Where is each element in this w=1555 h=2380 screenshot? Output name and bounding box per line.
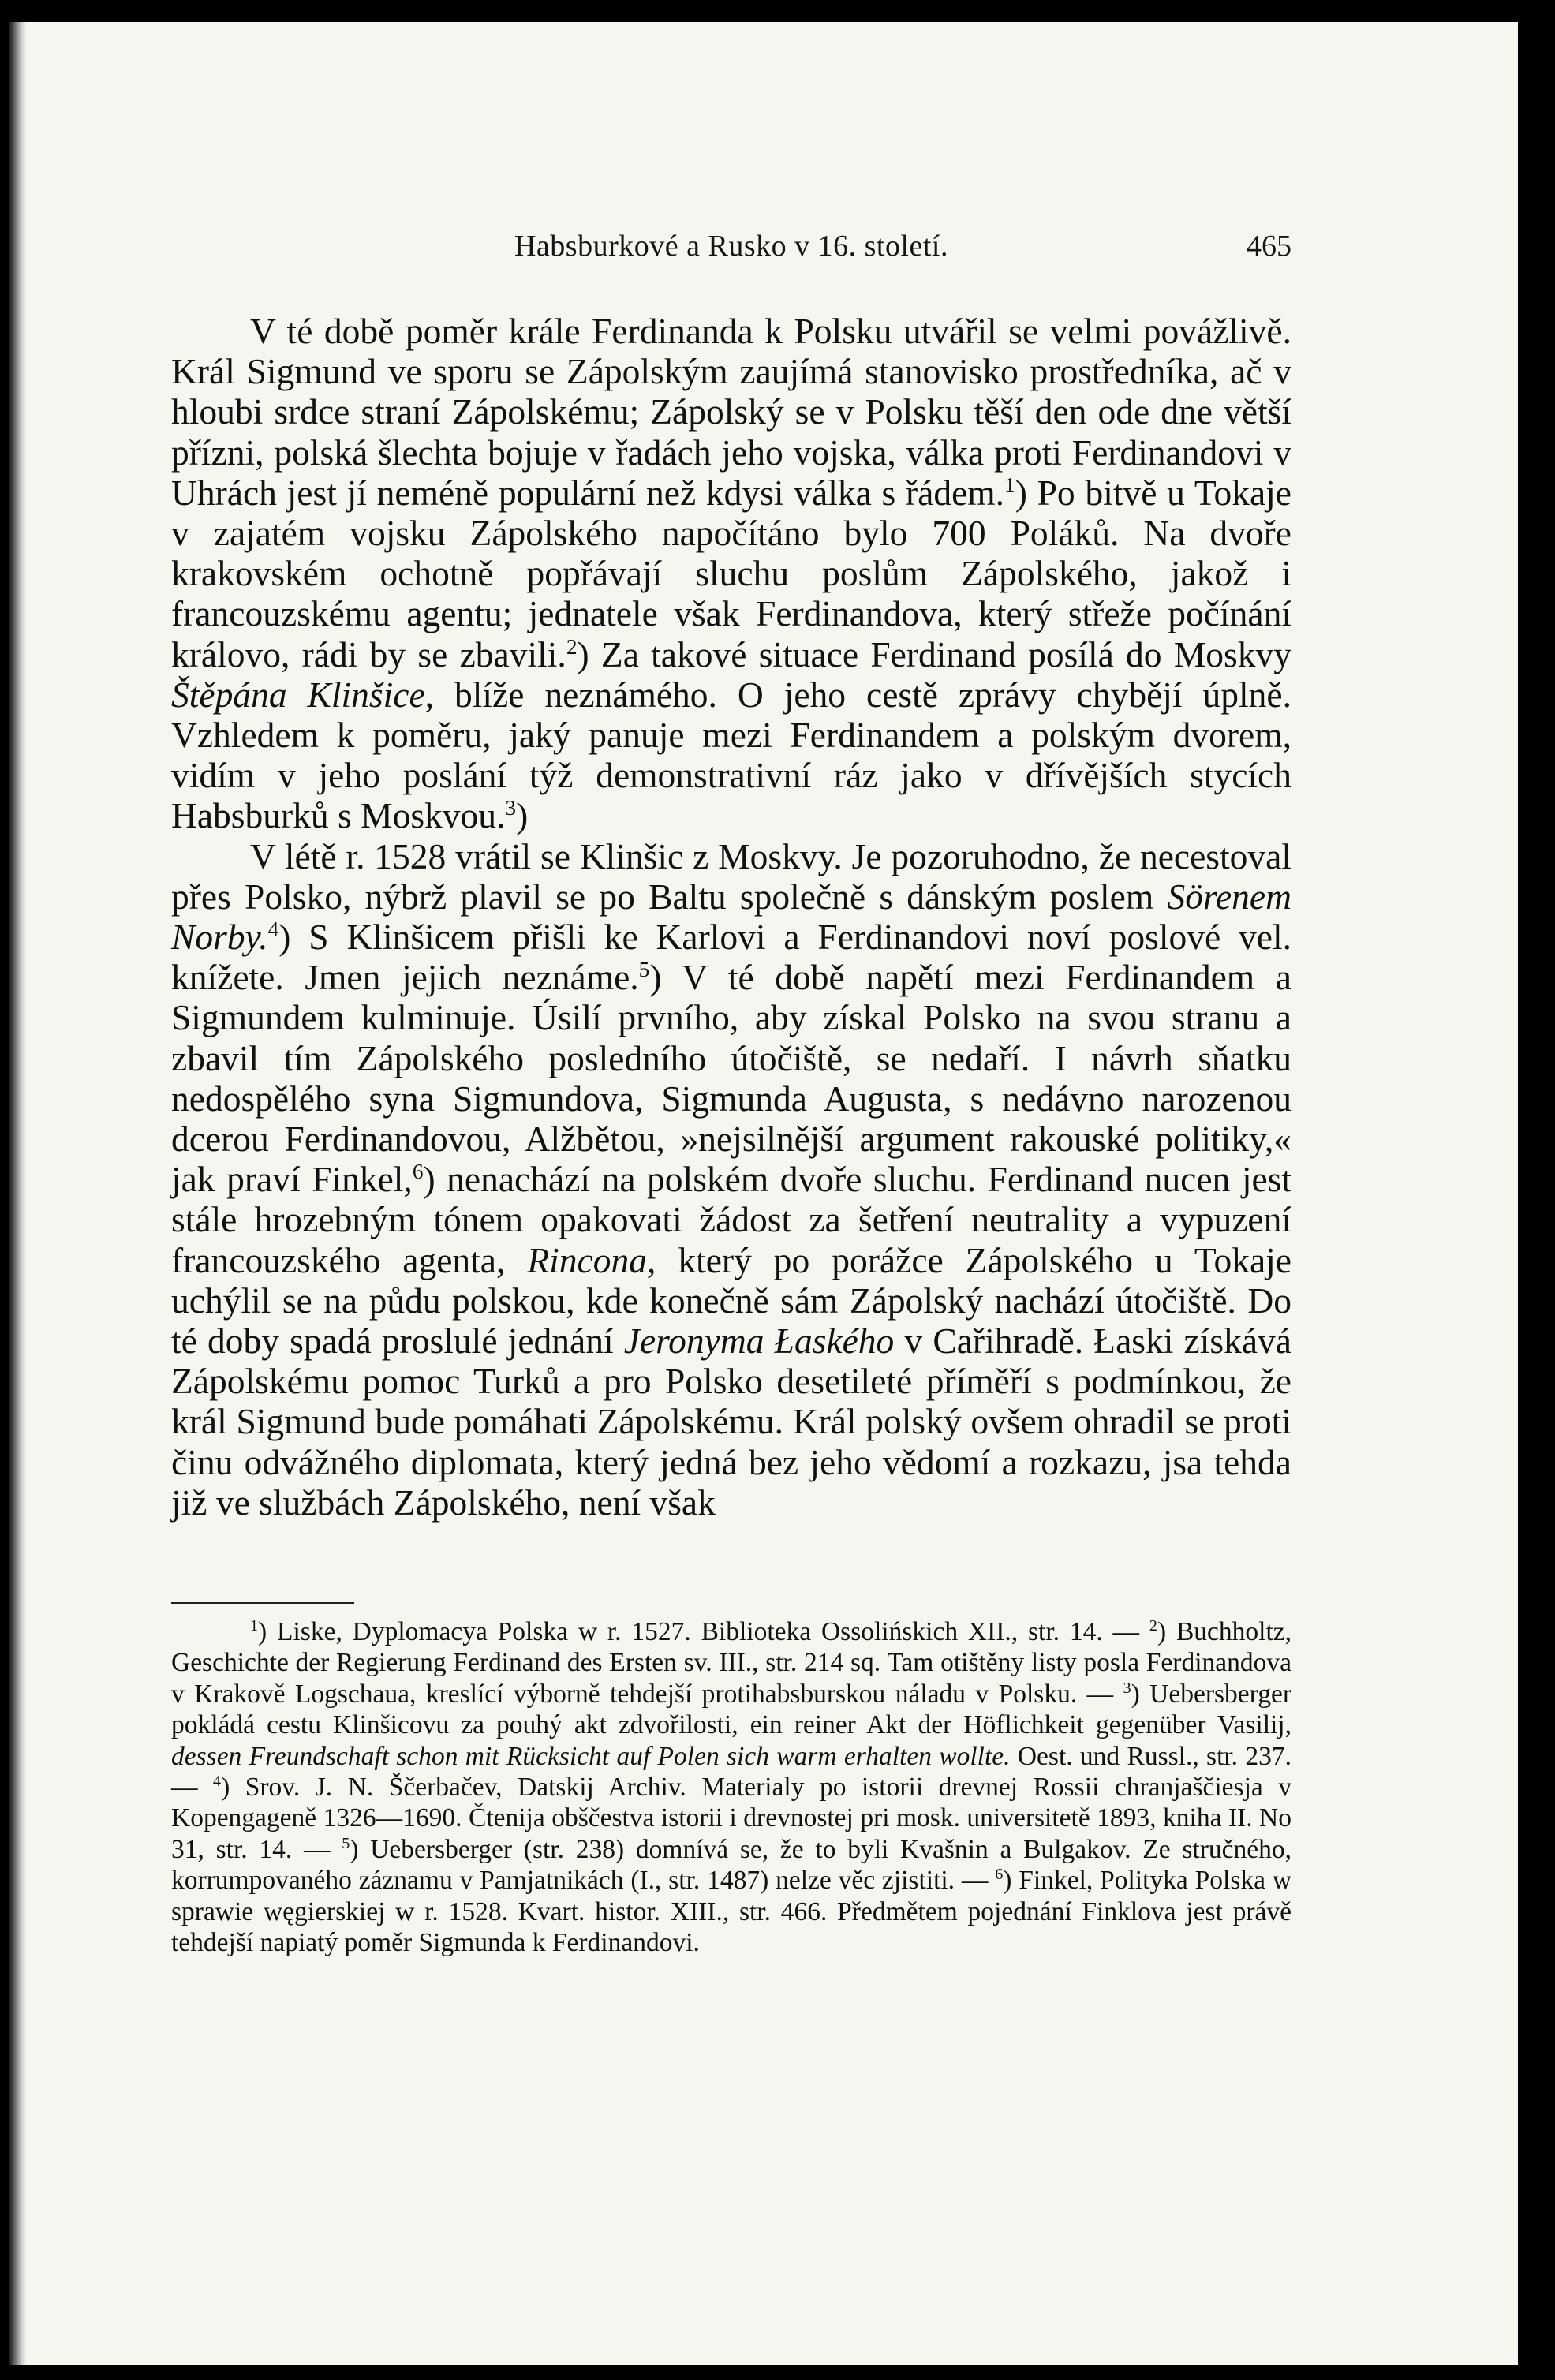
text-run: který po porážce Zápolského u Tokaje uchýlil se na půdu polskou, kde konečně sám Zápolský nachází útočiště. Do té doby spadá proslulé jednání [171,1239,1291,1362]
footnotes [171,1616,1291,1958]
footnote-mark: 2 [1149,1616,1157,1635]
footnote-text: Uebersberger pokládá cestu Klinšicovu za pouhý akt zdvořilosti, ein reiner Akt der Höflichkeit gegenüber Vasilij, [171,1679,1291,1740]
running-title: Habsburkové a Rusko v 16. století. [514,230,948,263]
person-name: Rincona, [527,1239,656,1280]
footnote-mark: 6 [995,1866,1004,1884]
person-name: Jeronyma Łaského [623,1321,895,1362]
footnote-ref: 1 [1004,473,1015,497]
footnote-quote: dessen Freundschaft schon mit Rücksicht auf Polen sich warm erhalten wollte. [171,1741,1011,1771]
scanned-page [9,22,1518,2365]
footnote-ref: 5 [638,958,650,982]
footnote-block: $^1$) Liske, Dyplomacya Polska w r. 1527. Biblioteka Ossolińskich XII., str. 14. — $^2$) Buchholtz, Geschichte der Regierung Ferdinand des Ersten sv. III., str. 214 sq. Tam otištěny listy posla Ferdinandova v Krakově Logschaua, kreslící výborně tehdejší protihabsburskou náladu v Polsku. — $^3$) Uebersberger pokládá cestu Klinšicovu za pouhý akt zdvořilosti, ein reiner Akt der Höflichkeit gegenüber Vasilij, dessen Freundschaft schon mit Rücksicht auf Polen sich warm erhalten wollte. Oest. und Russl., str. 237. — $^4$) Srov. J. N. Ščerbačev, Datskij Archiv. Materialy po istorii drevnej Rossii chranjaščiesja v Kopengageně 1326—1690. Čtenija obščestva istorii i drevnostej pri mosk. universitetě 1893, kniha II. No 31, str. 14. — $^5$) Uebersberger (str. 238) domnívá se, že to byli Kvašnin a Bulgakov. Ze stručného, korrumpovaného záznamu v Pamjatnikách (I., str. 1487) nelze věc zjistiti. — $^6$) Finkel, Polityka Polska w sprawie węgierskiej w r. 1528. Kvart. histor. XIII., str. 466. Předmětem pojednání Finklova jest právě tehdejší napiatý poměr Sigmunda k Ferdinandovi. [171,1616,1292,1958]
footnote-ref: 2 [566,634,578,659]
footnote-mark: 4 [213,1772,222,1790]
footnote-divider [171,1602,354,1604]
footnote-text: Liske, Dyplomacya Polska w r. 1527. Biblioteka Ossolińskich XII., str. 14. — [267,1617,1140,1646]
footnote-ref: 6 [412,1160,424,1184]
footnote-mark: 1 [250,1616,259,1635]
footnote-mark: 3 [1123,1679,1131,1697]
footnote-text: Oest. und Russl., str. 237. — [171,1741,1291,1803]
text-run: v Cařihradě. Łaski získává Zápolskému pomoc Turků a pro Polsko desetileté příměří s podmínkou, že král Sigmund bude pomáhati Zápolskému. Král polský ovšem ohradil se proti činu odvážného diplomata, který jedná bez jeho vědomí a rozkazu, jsa tehda již ve službách Zápolského, není však [171,1321,1291,1523]
person-name: Štěpána Klinšice, [171,674,435,715]
text-run: V té době napětí mezi Ferdinandem a Sigmundem kulminuje. Úsilí prvního, aby získal Polsko na svou stranu a zbavil tím Zápolského posledního útočiště, se nedaří. I návrh sňatku nedospělého syna Sigmundova, Sigmunda Augusta, s nedávno narozenou dcerou Ferdinandovou, Alžbětou, »nejsilnější argument rakouské politiky,« jak praví Finkel, [171,957,1291,1200]
footnote-text: Uebersberger (str. 238) domnívá se, že to byli Kvašnin a Bulgakov. Ze stručného, korrumpovaného záznamu v Pamjatnikách (I., str. 1487) nelze věc zjistiti. — [171,1834,1291,1896]
footnote-ref: 4 [267,917,279,941]
footnote-ref: 3 [505,796,517,820]
paragraph-2: V létě r. 1528 vrátil se Klinšic z Moskvy. Je pozoruhodno, že necestoval přes Polsko, nýbrž plavil se po Baltu společně s dánským poslem Sörenem Norby.$^4$) S Klinšicem přišli ke Karlovi a Ferdinandovi noví poslové vel. knížete. Jmen jejich neznáme.$^5$) V té době napětí mezi Ferdinandem a Sigmundem kulminuje. Úsilí prvního, aby získal Polsko na svou stranu a zbavil tím Zápolského posledního útočiště, se nedaří. I návrh sňatku nedospělého syna Sigmundova, Sigmunda Augusta, s nedávno narozenou dcerou Ferdinandovou, Alžbětou, »nejsilnější argument rakouské politiky,« jak praví Finkel,$^6$) nenachází na polském dvoře sluchu. Ferdinand nucen jest stále hrozebným tónem opakovati žádost za šetření neutrality a vypuzení francouzského agenta, Rincona, který po porážce Zápolského u Tokaje uchýlil se na půdu polskou, kde konečně sám Zápolský nachází útočiště. Do té doby spadá proslulé jednání Jeronyma Łaského v Cařihradě. Łaski získává Zápolskému pomoc Turků a pro Polsko desetileté příměří s podmínkou, že král Sigmund bude pomáhati Zápolskému. Král polský ovšem ohradil se proti činu odvážného diplomata, který jedná bez jeho vědomí a rozkazu, jsa tehda již ve službách Zápolského, není však [171,835,1291,1523]
footnote-text: Finkel, Polityka Polska w sprawie węgierskiej w r. 1528. Kvart. histor. XIII., str. 466. Předmětem pojednání Finklova jest právě tehdejší napiatý poměr Sigmunda k Ferdinandovi. [171,1866,1292,1958]
text-run: V té době poměr krále Ferdinanda k Polsku utvářil se velmi povážlivě. Král Sigmund ve sporu se Zápolským zaujímá stanovisko prostředníka, ač v hloubi srdce straní Zápolskému; Zápolský se v Polsku těší den ode dne větší přízni, polská šlechta bojuje v řadách jeho vojska, válka proti Ferdinandovi v Uhrách jest jí neméně populární než kdysi válka s řádem. [171,311,1291,513]
person-name: Sörenem Norby. [171,876,1291,958]
text-run: blíže neznámého. O jeho cestě zprávy chybějí úplně. Vzhledem k poměru, jaký panuje mezi Ferdinandem a polským dvorem, vidím v jeho poslání týž demonstrativní ráz jako v dřívějších stycích Habsburků s Moskvou. [171,674,1291,836]
text-run: V létě r. 1528 vrátil se Klinšic z Moskvy. Je pozoruhodno, že necestoval přes Polsko, nýbrž plavil se po Baltu společně s dánským poslem [171,835,1291,917]
text-run: S Klinšicem přišli ke Karlovi a Ferdinandovi noví poslové vel. knížete. Jmen jejich neznáme. [171,917,1291,998]
page-edge-shadow [9,22,27,2365]
text-run: Po bitvě u Tokaje v zajatém vojsku Zápolského napočítáno bylo 700 Poláků. Na dvoře krakovském ochotně popřávají sluchu poslům Zápolského, jakož i francouzskému agentu; jednatele však Ferdinandova, který střeže počínání královo, rádi by se zbavili. [171,472,1292,674]
text-run: nenachází na polském dvoře sluchu. Ferdinand nucen jest stále hrozebným tónem opakovati žádost za šetření neutrality a vypuzení francouzského agenta, [171,1159,1291,1280]
main-text [171,311,1291,1523]
paragraph-1: V té době poměr krále Ferdinanda k Polsku utvářil se velmi povážlivě. Král Sigmund ve sporu se Zápolským zaujímá stanovisko prostředníka, ač v hloubi srdce straní Zápolskému; Zápolský se v Polsku těší den ode dne větší přízni, polská šlechta bojuje v řadách jeho vojska, válka proti Ferdinandovi v Uhrách jest jí neméně populární než kdysi válka s řádem.$^1$) Po bitvě u Tokaje v zajatém vojsku Zápolského napočítáno bylo 700 Poláků. Na dvoře krakovském ochotně popřávají sluchu poslům Zápolského, jakož i francouzskému agentu; jednatele však Ferdinandova, který střeže počínání královo, rádi by se zbavili.$^2$) Za takové situace Ferdinand posílá do Moskvy Štěpána Klinšice, blíže neznámého. O jeho cestě zprávy chybějí úplně. Vzhledem k poměru, jaký panuje mezi Ferdinandem a polským dvorem, vidím v jeho poslání týž demonstrativní ráz jako v dřívějších stycích Habsburků s Moskvou.$^3$) [171,311,1292,836]
footnote-text: Srov. J. N. Ščerbačev, Datskij Archiv. Materialy po istorii drevnej Rossii chranjaščiesja v Kopengageně 1326—1690. Čtenija obščestva istorii i drevnostej pri mosk. universitetě 1893, kniha II. No 31, str. 14. — [171,1773,1292,1864]
page-header [171,229,1291,268]
page-number: 465 [1247,230,1291,263]
footnote-mark: 5 [342,1834,350,1852]
footnote-text: Buchholtz, Geschichte der Regierung Ferdinand des Ersten sv. III., str. 214 sq. Tam otištěny listy posla Ferdinandova v Krakově Logschaua, kreslící výborně tehdejší protihabsburskou náladu v Polsku. — [171,1617,1292,1709]
text-run: Za takové situace Ferdinand posílá do Moskvy [589,633,1291,674]
